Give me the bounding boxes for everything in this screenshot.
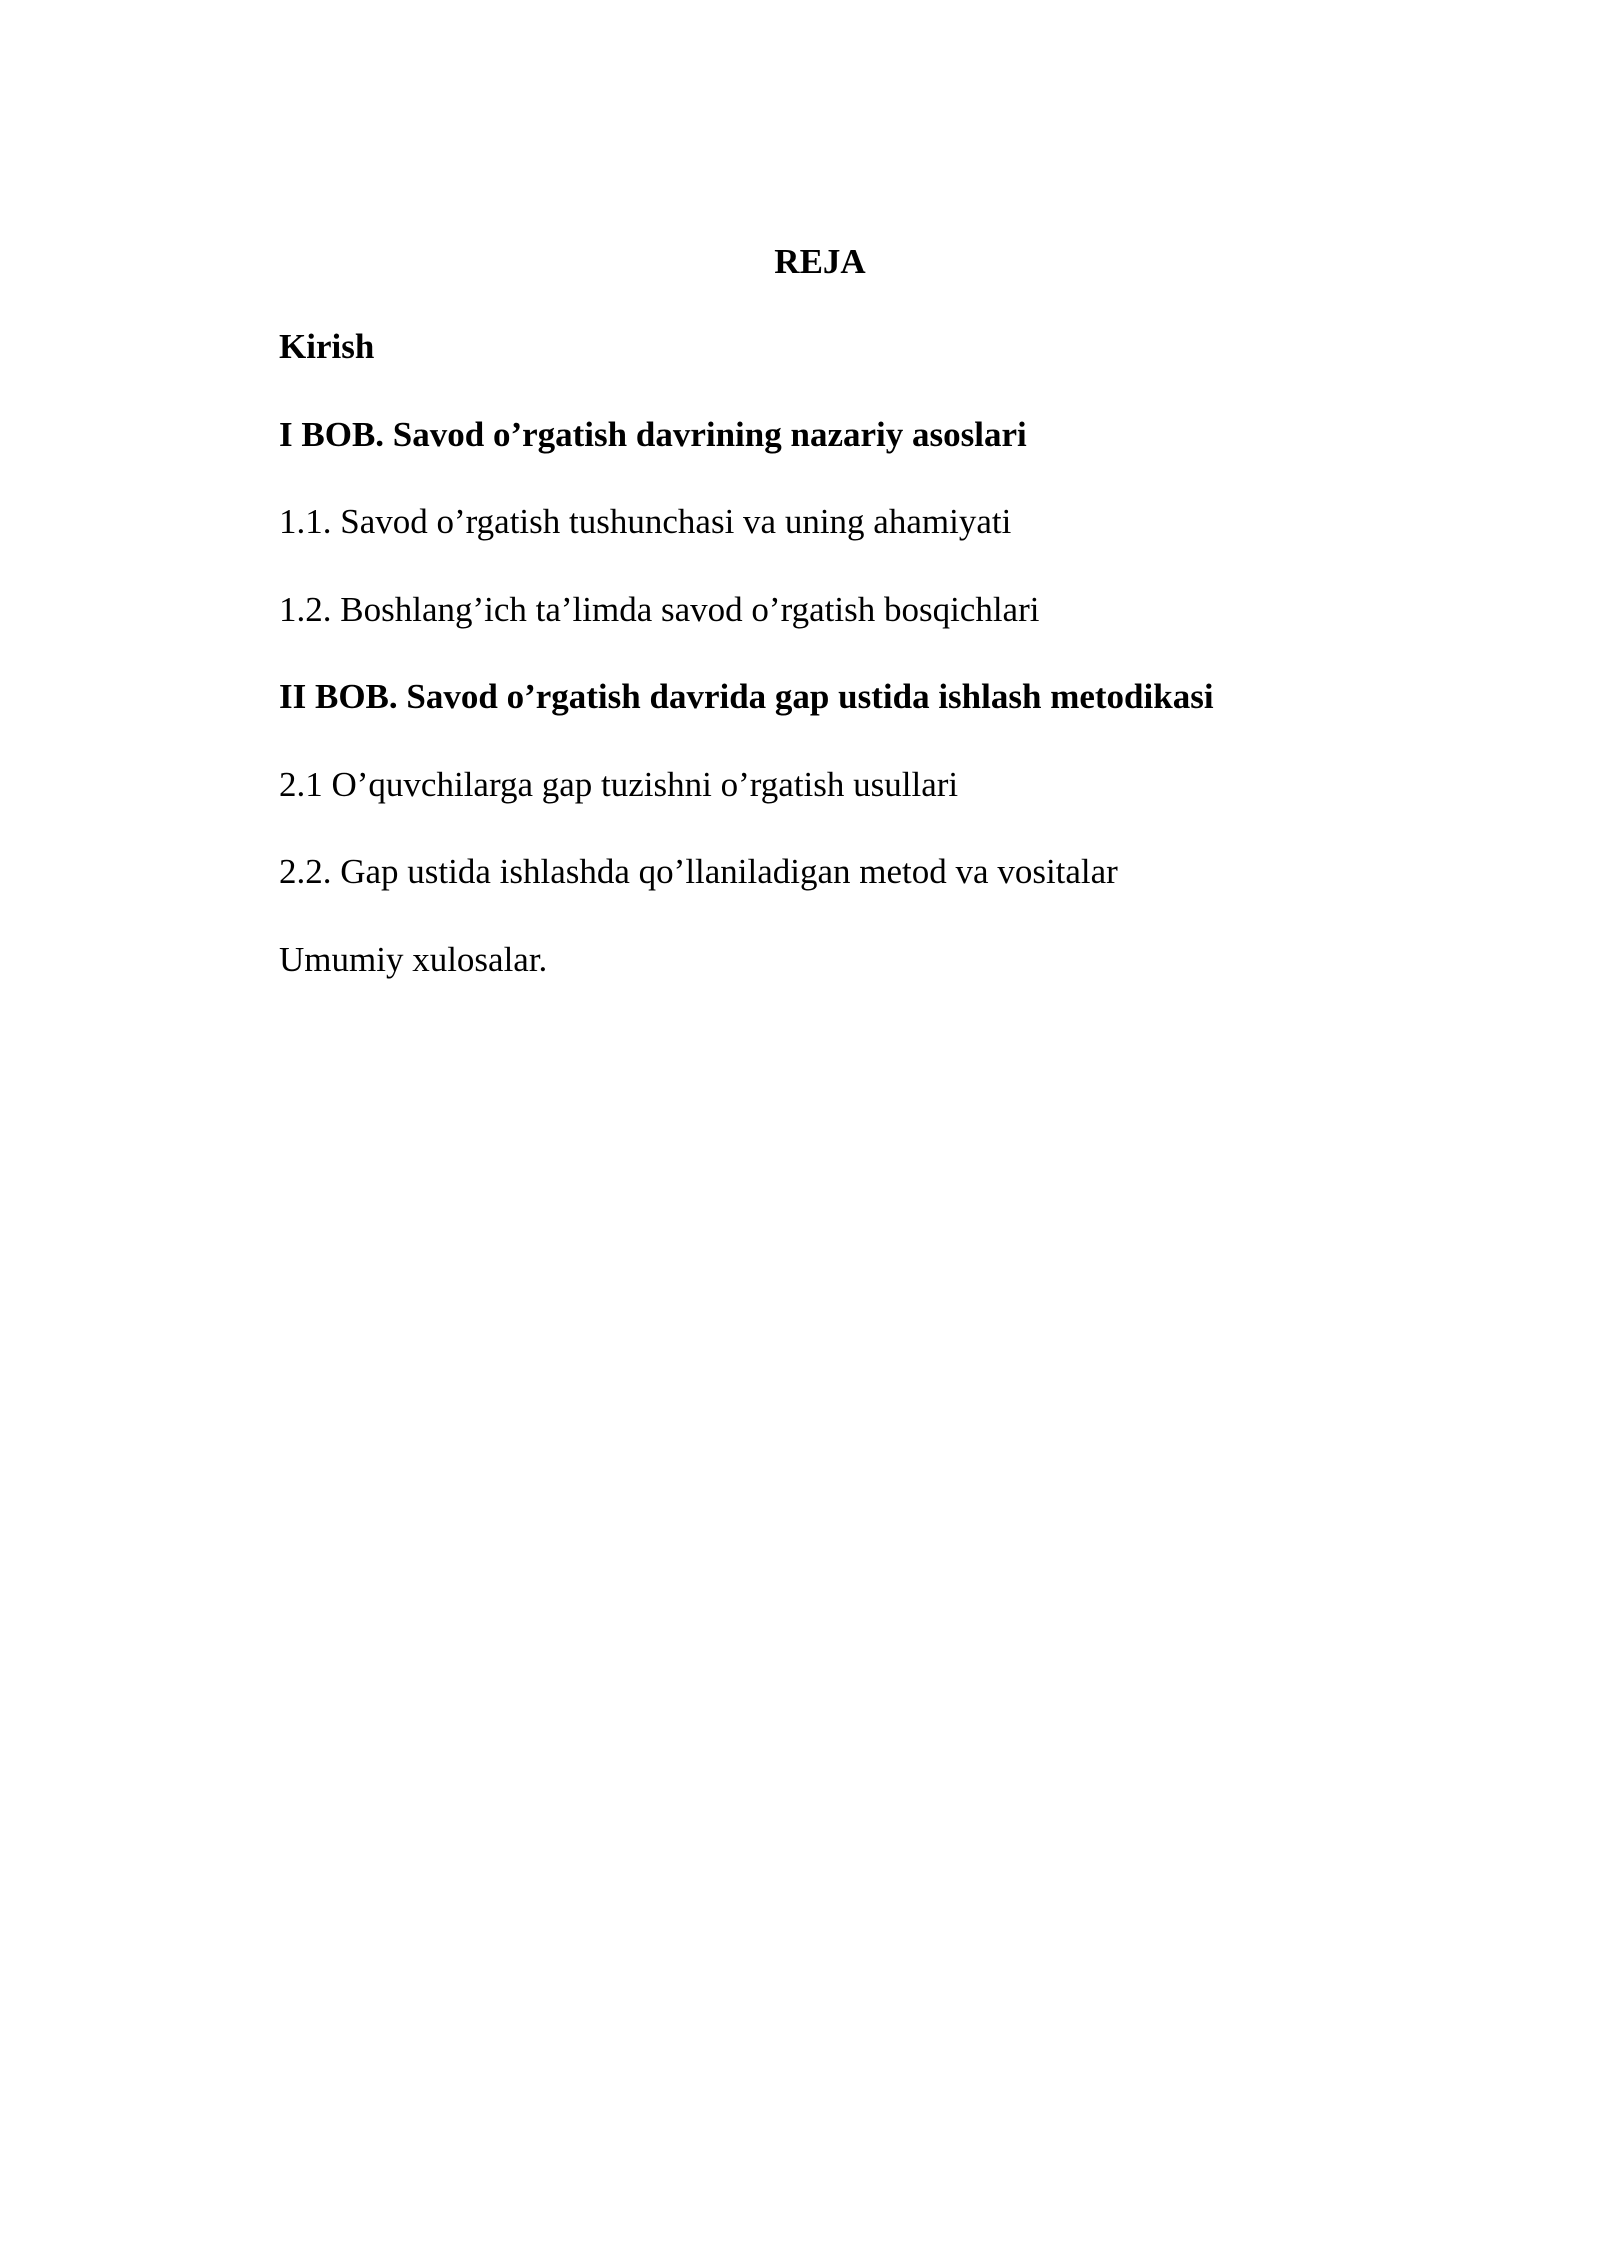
plan-item-introduction: Kirish — [279, 327, 375, 366]
plan-item-chapter-2: II BOB. Savod o’rgatish davrida gap ustida ishlash metodikasi — [279, 677, 1214, 716]
plan-item-conclusions: Umumiy xulosalar. — [279, 939, 548, 979]
plan-item-section-2-2: 2.2. Gap ustida ishlashda qo’llaniladigan metod va vositalar — [279, 852, 1118, 891]
plan-item-section-1-2: 1.2. Boshlang’ich ta’limda savod o’rgatish bosqichlari — [279, 589, 1040, 629]
plan-list — [279, 325, 1439, 1025]
page-title: REJA — [774, 242, 866, 281]
plan-item-section-2-1: 2.1 O’quvchilarga gap tuzishni o’rgatish usullari — [279, 764, 959, 804]
plan-item-chapter-1: I BOB. Savod o’rgatish davrining nazariy asoslari — [279, 414, 1027, 454]
plan-item-section-1-1: 1.1. Savod o’rgatish tushunchasi va uning ahamiyati — [279, 502, 1012, 541]
